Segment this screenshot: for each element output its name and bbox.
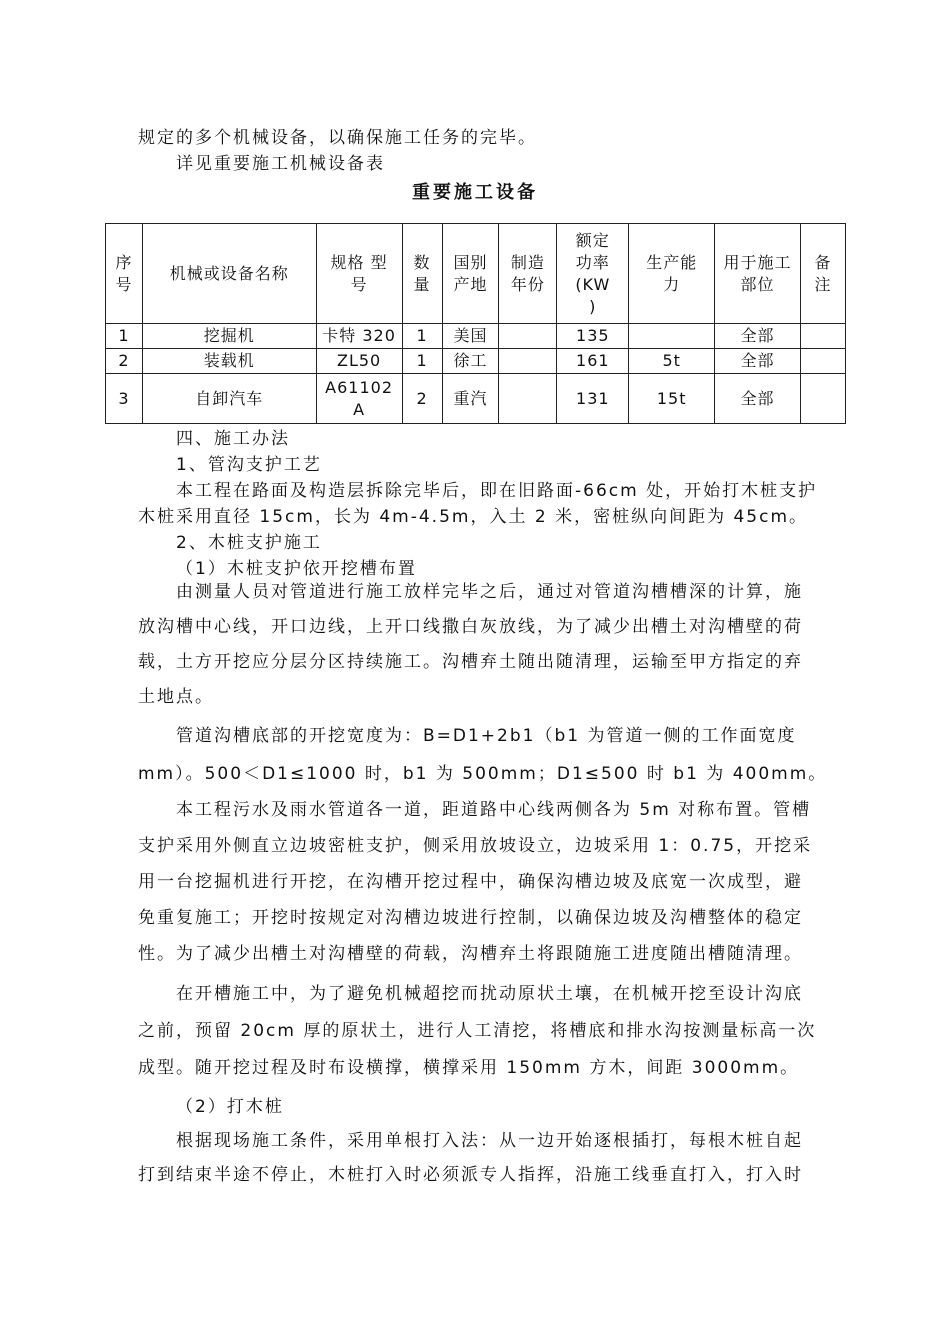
cell-origin: 重汽 (442, 374, 499, 424)
paragraph-line: 用一台挖掘机进行开挖，在沟槽开挖过程中，确保沟槽边坡及底宽一次成型，避 (138, 872, 803, 892)
cell-power: 161 (557, 349, 629, 374)
paragraph-line: 支护采用外侧直立边坡密桩支护，侧采用放坡设立，边坡采用 1：0.75，开挖采 (138, 836, 813, 856)
paragraph-line: 放沟槽中心线，开口边线，上开口线撒白灰放线，为了减少出槽土对沟槽壁的荷 (138, 617, 803, 637)
cell-spec: A61102 A (316, 374, 402, 424)
header-name: 机械或设备名称 (142, 224, 316, 324)
cell-power: 131 (557, 374, 629, 424)
cell-usage: 全部 (715, 324, 801, 349)
cell-year (499, 324, 557, 349)
paragraph-line: 木桩采用直径 15cm，长为 4m-4.5m，入土 2 米，密桩纵向间距为 45cm。 (138, 507, 809, 527)
cell-spec: ZL50 (316, 349, 402, 374)
cell-year (499, 374, 557, 424)
paragraph-line: 在开槽施工中，为了避免机械超挖而扰动原状土壤，在机械开挖至设计沟底 (176, 984, 803, 1004)
cell-name: 挖掘机 (142, 324, 316, 349)
paragraph-line: 由测量人员对管道进行施工放样完毕之后，通过对管道沟槽槽深的计算，施 (176, 582, 803, 602)
subsection-heading: （1）木桩支护依开挖槽布置 (176, 559, 417, 579)
cell-qty: 1 (402, 324, 442, 349)
equipment-table (105, 223, 846, 424)
paragraph-line: 载，土方开挖应分层分区持续施工。沟槽弃土随出随清理，运输至甲方指定的弃 (138, 652, 803, 672)
header-origin: 国别 产地 (442, 224, 499, 324)
header-year: 制造 年份 (499, 224, 557, 324)
header-no: 序 号 (106, 224, 143, 324)
cell-origin: 美国 (442, 324, 499, 349)
cell-name: 自卸汽车 (142, 374, 316, 424)
cell-year (499, 349, 557, 374)
paragraph-line: 打到结束半途不停止，木桩打入时必须派专人指挥，沿施工线垂直打入，打入时 (138, 1165, 803, 1185)
paragraph-line: 成型。随开挖过程及时布设横撑，横撑采用 150mm 方木，间距 3000mm。 (138, 1058, 800, 1078)
header-qty: 数 量 (402, 224, 442, 324)
cell-no: 3 (106, 374, 143, 424)
subsection-heading: （2）打木桩 (176, 1097, 284, 1117)
paragraph-line: 本工程在路面及构造层拆除完毕后，即在旧路面-66cm 处，开始打木桩支护 (176, 481, 818, 501)
subsection-heading: 1、管沟支护工艺 (176, 455, 322, 475)
header-capacity: 生产能 力 (629, 224, 715, 324)
paragraph-line: 根据现场施工条件，采用单根打入法：从一边开始逐根插打，每根木桩自起 (176, 1131, 803, 1151)
paragraph-line: mm）。500＜D1≤1000 时，b1 为 500mm；D1≤500 时 b1 为 400mm。 (138, 764, 828, 784)
table-header-row (106, 224, 846, 324)
cell-usage: 全部 (715, 349, 801, 374)
cell-capacity: 15t (629, 374, 715, 424)
section-heading: 四、施工办法 (176, 429, 290, 449)
cell-capacity (629, 324, 715, 349)
header-power: 额定 功率 (KW ) (557, 224, 629, 324)
paragraph-line: 免重复施工；开挖时按规定对沟槽边坡进行控制，以确保边坡及沟槽整体的稳定 (138, 908, 803, 928)
header-remark: 备 注 (800, 224, 845, 324)
table-title: 重要施工设备 (412, 182, 538, 203)
intro-line-1: 规定的多个机械设备，以确保施工任务的完毕。 (138, 128, 537, 148)
cell-capacity: 5t (629, 349, 715, 374)
header-spec: 规格 型 号 (316, 224, 402, 324)
cell-spec: 卡特 320 (316, 324, 402, 349)
cell-qty: 2 (402, 374, 442, 424)
paragraph-line: 之前，预留 20cm 厚的原状土，进行人工清挖，将槽底和排水沟按测量标高一次 (138, 1021, 817, 1041)
table-row (106, 349, 846, 374)
cell-remark (800, 374, 845, 424)
paragraph-line: 管道沟槽底部的开挖宽度为：B=D1+2b1（b1 为管道一侧的工作面宽度 (176, 726, 797, 746)
cell-remark (800, 349, 845, 374)
cell-usage: 全部 (715, 374, 801, 424)
cell-remark (800, 324, 845, 349)
table-row (106, 324, 846, 349)
cell-origin: 徐工 (442, 349, 499, 374)
cell-qty: 1 (402, 349, 442, 374)
cell-no: 2 (106, 349, 143, 374)
cell-power: 135 (557, 324, 629, 349)
subsection-heading: 2、木桩支护施工 (176, 533, 322, 553)
cell-name: 装载机 (142, 349, 316, 374)
table-row (106, 374, 846, 424)
paragraph-line: 本工程污水及雨水管道各一道，距道路中心线两侧各为 5m 对称布置。管槽 (176, 800, 812, 820)
header-usage: 用于施工 部位 (715, 224, 801, 324)
paragraph-line: 性。为了减少出槽土对沟槽壁的荷载，沟槽弃土将跟随施工进度随出槽随清理。 (138, 944, 803, 964)
intro-line-2: 详见重要施工机械设备表 (176, 154, 385, 174)
paragraph-line: 土地点。 (138, 687, 214, 707)
cell-no: 1 (106, 324, 143, 349)
